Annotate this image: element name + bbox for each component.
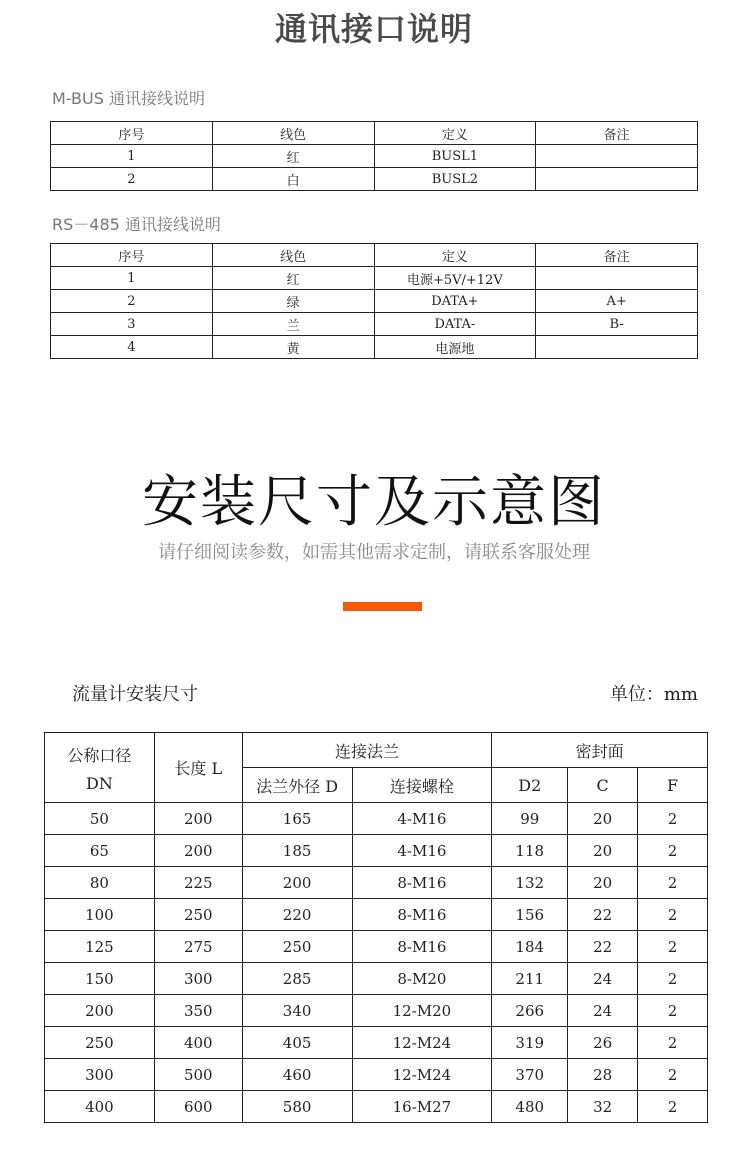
page-title: 通讯接口说明 [274,10,473,48]
cell: 3 [51,313,213,336]
col-header: 线色 [212,122,374,145]
cell: 2 [638,899,708,931]
cell: 80 [45,867,155,899]
cell: 2 [638,803,708,835]
cell: 26 [568,1027,638,1059]
col-header-length: 长度 L [154,733,242,803]
cell: BUSL1 [374,145,536,168]
col-header-bolts: 连接螺栓 [352,768,492,803]
table-row [45,931,708,963]
col-header: 线色 [212,244,374,267]
cell: 132 [492,867,568,899]
cell: 8-M16 [352,867,492,899]
dn-label: 公称口径 [67,745,132,765]
cell: 兰 [212,313,374,336]
cell [536,168,698,191]
cell: 8-M16 [352,899,492,931]
cell: 24 [568,995,638,1027]
cell: 225 [154,867,242,899]
table-header-row [45,733,708,768]
cell: 285 [242,963,352,995]
table-row [51,145,698,168]
cell: 185 [242,835,352,867]
cell: 绿 [212,290,374,313]
cell: 20 [568,835,638,867]
table-row [45,995,708,1027]
cell: 200 [45,995,155,1027]
cell: 200 [154,803,242,835]
cell: 184 [492,931,568,963]
dn-sublabel: DN [86,773,113,793]
col-header-d2: D2 [492,768,568,803]
cell: 200 [242,867,352,899]
cell: 2 [638,995,708,1027]
cell: 156 [492,899,568,931]
cell: 100 [45,899,155,931]
cell: 2 [638,835,708,867]
table-row [51,313,698,336]
col-header-dn [45,733,155,803]
table-body [45,803,708,1123]
cell: 8-M20 [352,963,492,995]
cell: 340 [242,995,352,1027]
table-row [51,168,698,191]
accent-divider [343,602,422,611]
cell: 150 [45,963,155,995]
cell [536,145,698,168]
cell: DATA+ [374,290,536,313]
cell: 65 [45,835,155,867]
cell: 2 [638,867,708,899]
cell: 480 [492,1091,568,1123]
col-header: 序号 [51,122,213,145]
cell: 2 [51,290,213,313]
cell: DATA- [374,313,536,336]
cell: 500 [154,1059,242,1091]
cell: 24 [568,963,638,995]
col-header-f: F [638,768,708,803]
col-header: 备注 [536,122,698,145]
cell: 50 [45,803,155,835]
table-row [45,1091,708,1123]
cell: 4-M16 [352,835,492,867]
cell: 1 [51,267,213,290]
cell: 600 [154,1091,242,1123]
col-group-flange: 连接法兰 [242,733,492,768]
cell: 118 [492,835,568,867]
table-row [51,290,698,313]
cell: 2 [638,963,708,995]
cell: 白 [212,168,374,191]
col-group-seal: 密封面 [492,733,708,768]
cell: 165 [242,803,352,835]
unit-label: 单位：mm [609,684,698,705]
cell: 红 [212,267,374,290]
table-row [45,1027,708,1059]
cell: 4-M16 [352,803,492,835]
cell: 16-M27 [352,1091,492,1123]
cell: A+ [536,290,698,313]
cell: 400 [45,1091,155,1123]
cell: 22 [568,931,638,963]
cell: 460 [242,1059,352,1091]
cell: 2 [638,931,708,963]
cell [536,267,698,290]
cell: 125 [45,931,155,963]
col-header: 序号 [51,244,213,267]
cell: 12-M24 [352,1027,492,1059]
cell: 250 [45,1027,155,1059]
cell: 电源+5V/+12V [374,267,536,290]
cell: 580 [242,1091,352,1123]
mbus-table [50,121,698,191]
cell: 250 [154,899,242,931]
cell: 4 [51,336,213,359]
table-row [45,899,708,931]
col-header-c: C [568,768,638,803]
cell: 350 [154,995,242,1027]
cell: BUSL2 [374,168,536,191]
cell: 2 [638,1027,708,1059]
cell: 20 [568,867,638,899]
cell: 12-M20 [352,995,492,1027]
rs485-caption: RS－485 通讯接线说明 [52,215,221,234]
table-row [45,963,708,995]
cell: 电源地 [374,336,536,359]
cell: 220 [242,899,352,931]
table-caption: 流量计安装尺寸 [72,684,198,705]
cell: 28 [568,1059,638,1091]
cell: 2 [51,168,213,191]
cell: 275 [154,931,242,963]
col-header: 定义 [374,244,536,267]
table-header-row [51,244,698,267]
cell: 99 [492,803,568,835]
table-row [45,1059,708,1091]
table-header-row [51,122,698,145]
cell: 1 [51,145,213,168]
rs485-table [50,243,698,359]
table-row [45,803,708,835]
cell [536,336,698,359]
table-row [51,267,698,290]
cell: 8-M16 [352,931,492,963]
section-description: 请仔细阅读参数，如需其他需求定制，请联系客服处理 [158,542,590,563]
cell: 22 [568,899,638,931]
cell: 211 [492,963,568,995]
cell: 2 [638,1091,708,1123]
install-dimensions-table [44,732,708,1123]
cell: 266 [492,995,568,1027]
col-header: 备注 [536,244,698,267]
cell: 405 [242,1027,352,1059]
section-title: 安装尺寸及示意图 [142,470,606,535]
cell: B- [536,313,698,336]
cell: 32 [568,1091,638,1123]
col-header-flange-od: 法兰外径 D [242,768,352,803]
table-row [45,835,708,867]
cell: 20 [568,803,638,835]
cell: 370 [492,1059,568,1091]
cell: 200 [154,835,242,867]
cell: 12-M24 [352,1059,492,1091]
cell: 250 [242,931,352,963]
cell: 400 [154,1027,242,1059]
cell: 300 [45,1059,155,1091]
table-row [51,336,698,359]
cell: 红 [212,145,374,168]
cell: 2 [638,1059,708,1091]
cell: 黄 [212,336,374,359]
table-row [45,867,708,899]
cell: 319 [492,1027,568,1059]
mbus-caption: M-BUS 通讯接线说明 [52,89,205,108]
col-header: 定义 [374,122,536,145]
cell: 300 [154,963,242,995]
